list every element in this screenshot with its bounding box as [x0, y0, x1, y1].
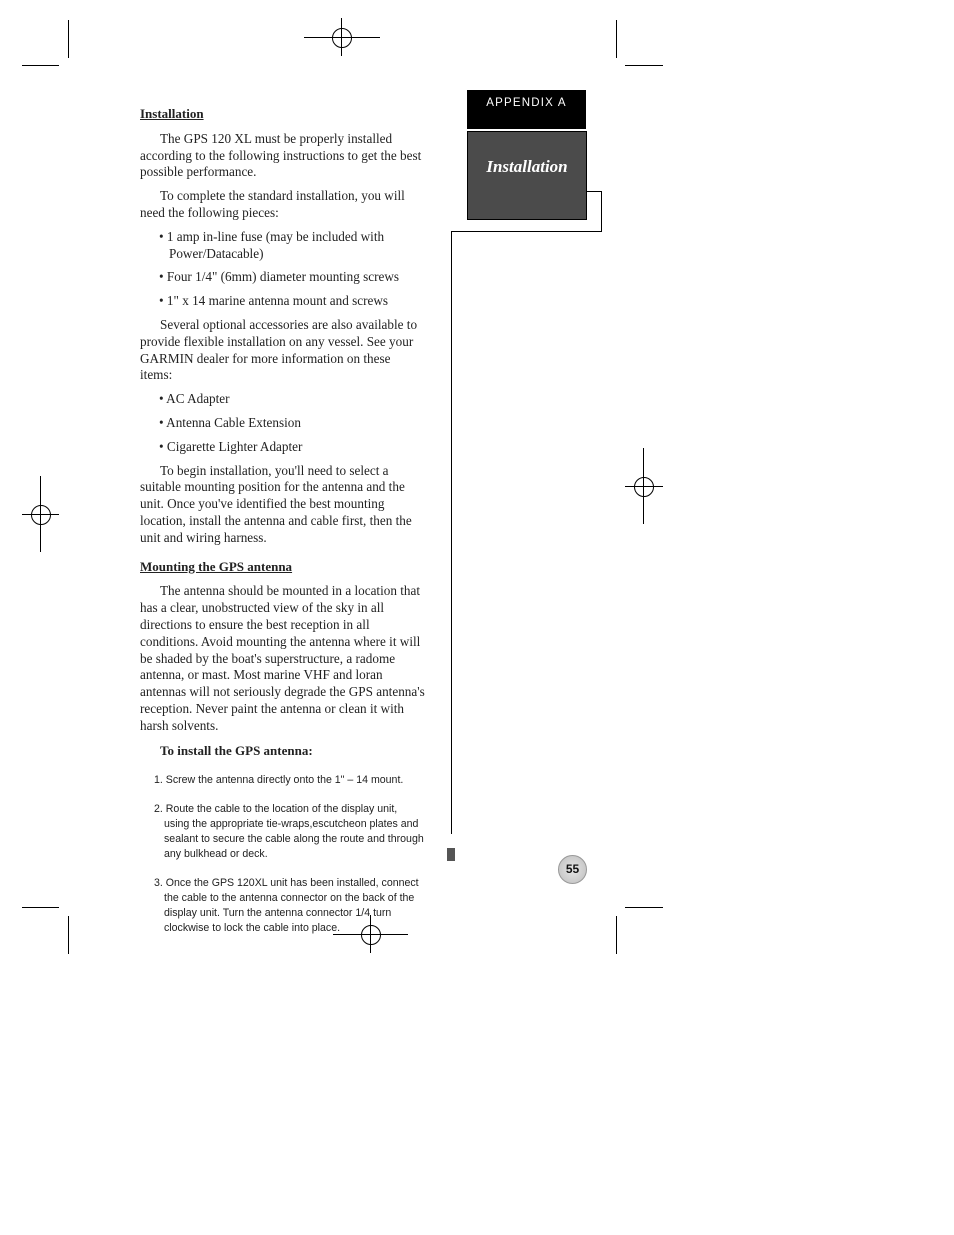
step-item: 1. Screw the antenna directly onto the 1" – 14 mount. [154, 774, 404, 787]
list-item: • Antenna Cable Extension [159, 414, 301, 430]
paragraph: Several optional accessories are also available to provide flexible installation on any vessel. See your GARMIN dealer for more information on these items: [140, 316, 418, 383]
section-tab-title: Installation [467, 131, 587, 220]
list-item: • Cigarette Lighter Adapter [159, 438, 303, 454]
subheading-install: To install the GPS antenna: [160, 742, 313, 758]
crop-mark [616, 916, 617, 954]
tab-connector-line [451, 231, 602, 232]
paragraph: To begin installation, you'll need to select a suitable mounting position for the antenna and the unit. Once you've identified the best mounting location, install the antenna and cable first, then the unit and wiring harness. [140, 462, 412, 545]
step-item: 2. Route the cable to the location of the display unit, using the appropriate tie-wraps,escutcheon plates and sealant to secure the cable along the route and through any bulkhead or deck. [154, 803, 424, 861]
heading-installation: Installation [140, 106, 204, 121]
crop-mark [625, 65, 663, 66]
crop-mark [22, 65, 59, 66]
paragraph: The GPS 120 XL must be properly installed according to the following instructions to get the best possible performance. [140, 130, 422, 180]
margin-marker [447, 848, 455, 861]
list-item: • 1" x 14 marine antenna mount and screws [159, 293, 388, 309]
list-item: • AC Adapter [159, 391, 230, 407]
crop-mark [68, 916, 69, 954]
crop-mark [625, 907, 663, 908]
crop-mark [68, 20, 69, 58]
main-text-column [140, 106, 425, 950]
heading-mounting: Mounting the GPS antenna [140, 558, 293, 574]
paragraph: The antenna should be mounted in a location that has a clear, unobstructed view of the sky in all directions to ensure the best reception in all conditions. Avoid mounting the antenna where it will be shaded by the boat's superstructure, a radome antenna, or mast. Most marine VHF and loran antennas will not seriously degrade the GPS antenna's reception. Never paint the antenna or clean it with harsh solvents. [140, 583, 425, 733]
crop-mark [22, 907, 59, 908]
appendix-label: APPENDIX A [467, 90, 586, 129]
tab-connector-line [586, 191, 602, 192]
tab-connector-line [601, 191, 602, 232]
registration-circle [634, 477, 654, 497]
registration-circle [332, 28, 352, 48]
paragraph: To complete the standard installation, you will need the following pieces: [140, 188, 405, 220]
install-steps [140, 773, 425, 936]
list-item: • Four 1/4" (6mm) diameter mounting screws [159, 269, 400, 285]
margin-rule [451, 231, 452, 834]
list-item: • 1 amp in-line fuse (may be included with Power/Datacable) [159, 228, 385, 261]
crop-mark [616, 20, 617, 58]
registration-circle [31, 505, 51, 525]
step-item: 3. Once the GPS 120XL unit has been installed, connect the cable to the antenna connector on the back of the display unit. Turn the antenna connector 1/4 turn clockwise to lock the cable into place. [154, 877, 419, 935]
page-number: 55 [558, 855, 587, 884]
